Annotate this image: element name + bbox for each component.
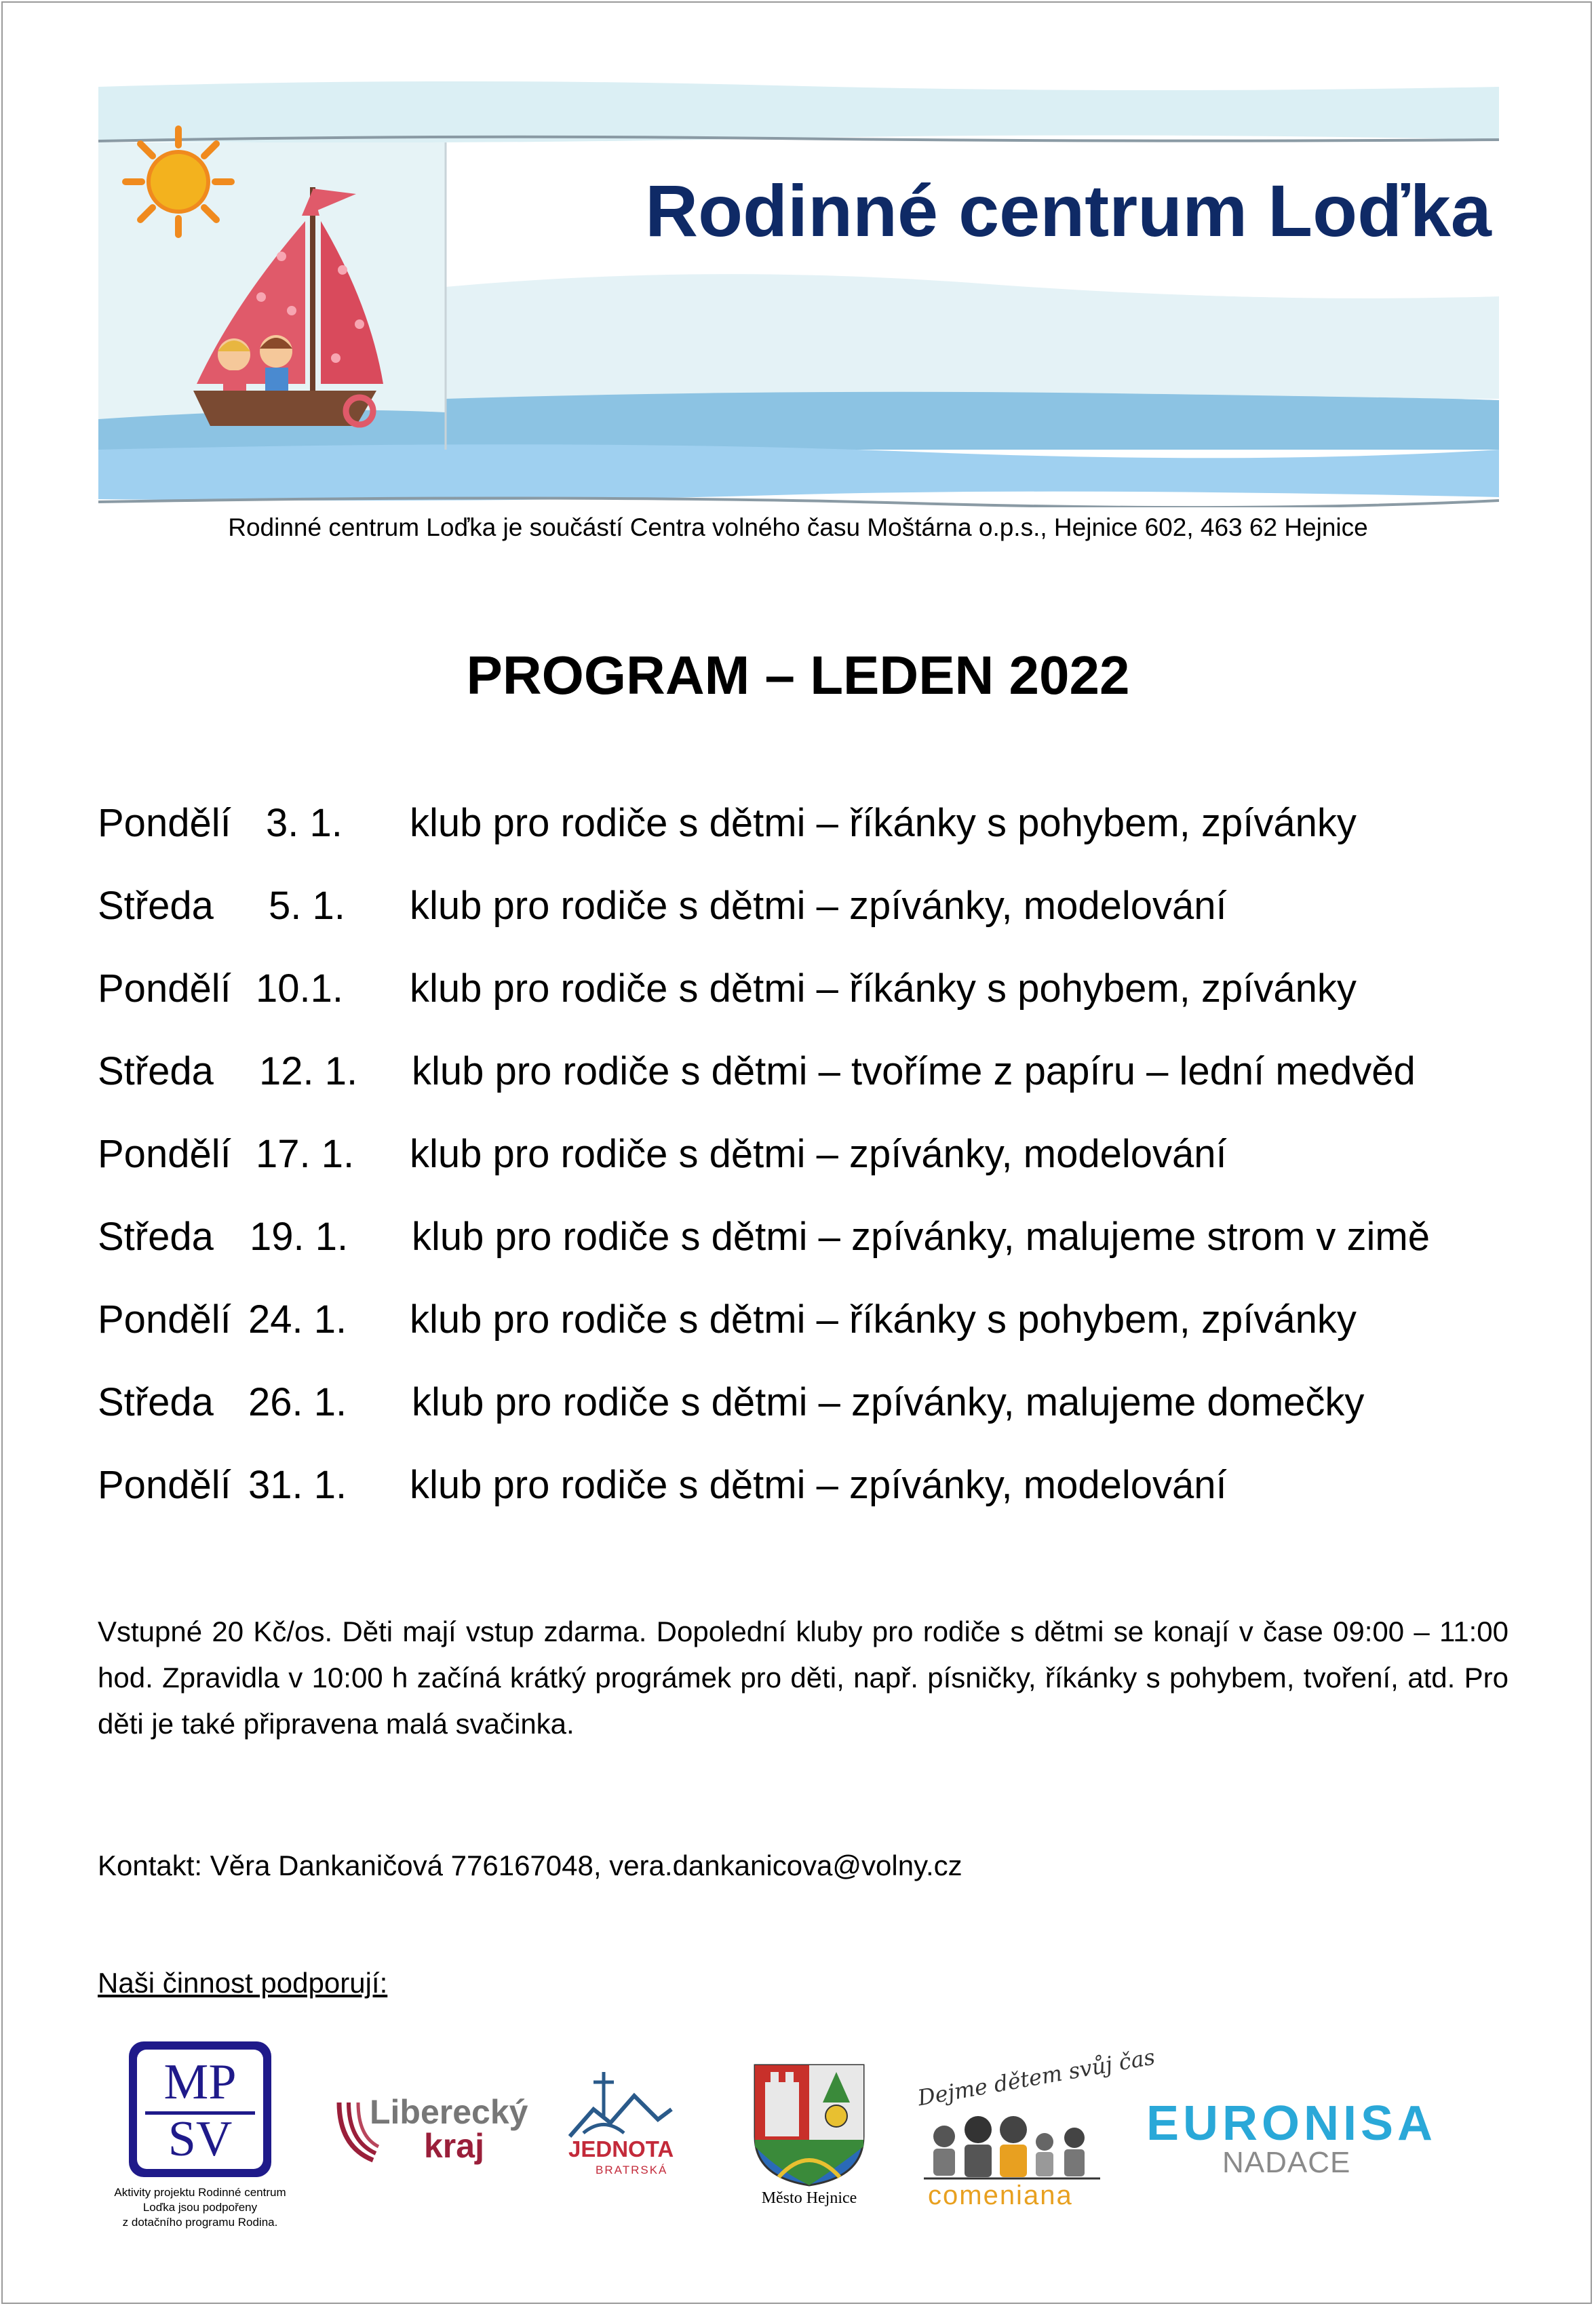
schedule-description: klub pro rodiče s dětmi – tvoříme z papíru – lední medvěd (412, 1049, 1416, 1093)
schedule-row (98, 883, 1549, 966)
mpsv-caption (88, 2185, 312, 2230)
schedule-description: klub pro rodiče s dětmi – zpívánky, malujeme domečky (412, 1380, 1365, 1424)
schedule-row (98, 966, 1549, 1049)
jednota-logo-text: JEDNOTA (568, 2136, 674, 2162)
mpsv-logo (129, 2041, 271, 2184)
comeniana-slogan: Dejme dětem svůj čas (916, 2043, 1157, 2111)
schedule-row (98, 1380, 1549, 1462)
schedule-row (98, 800, 1549, 883)
mpsv-caption-line: z dotačního programu Rodina. (122, 2216, 278, 2229)
schedule-row (98, 1131, 1549, 1214)
schedule-description: klub pro rodiče s dětmi – zpívánky, malujeme strom v zimě (412, 1215, 1430, 1259)
schedule-date: 26. 1. (248, 1380, 347, 1424)
mpsv-caption-line: Aktivity projektu Rodinné centrum (114, 2186, 286, 2199)
euronisa-logo (1146, 2096, 1437, 2184)
schedule-day: Pondělí (98, 1463, 231, 1507)
comeniana-logo-text: comeniana (928, 2180, 1073, 2210)
supporters-heading: Naši činnost podporují: (98, 1967, 388, 1999)
banner-artwork (98, 80, 1499, 507)
schedule-row (98, 1297, 1549, 1380)
hejnice-caption: Město Hejnice (761, 2189, 857, 2207)
schedule-date: 5. 1. (269, 884, 345, 928)
schedule-description: klub pro rodiče s dětmi – říkánky s pohybem, zpívánky (410, 966, 1357, 1011)
schedule-day: Středa (98, 884, 214, 928)
program-title: PROGRAM – LEDEN 2022 (466, 645, 1130, 705)
comeniana-logo (909, 2043, 1157, 2214)
mpsv-logo-top: MP (163, 2054, 237, 2110)
hejnice-coat-of-arms-icon (752, 2062, 867, 2187)
info-paragraph: Vstupné 20 Kč/os. Děti mají vstup zdarma. Dopolední kluby pro rodiče s dětmi se konají v čase 09:00 – 11:00 hod. Zpravidla v 10:00 h začíná krátký prográmek pro děti, např. písničky, říkánky s pohybem, tvoření, atd. Pro děti je také připravena malá svačinka. (98, 1616, 1509, 1740)
liberec-logo-text: Liberecký (370, 2093, 528, 2131)
jednota-logo-subtext: BRATRSKÁ (596, 2164, 668, 2176)
liberecky-kraj-logo (332, 2092, 528, 2167)
schedule-list (98, 800, 1549, 1545)
schedule-row (98, 1462, 1549, 1545)
euronisa-logo-subtext: NADACE (1222, 2146, 1351, 2179)
schedule-day: Pondělí (98, 1297, 231, 1342)
schedule-day: Středa (98, 1049, 214, 1093)
family-figures-icon (924, 2116, 1100, 2184)
schedule-description: klub pro rodiče s dětmi – zpívánky, modelování (410, 1132, 1227, 1176)
contact-line: Kontakt: Věra Dankaničová 776167048, vera.dankanicova@volny.cz (98, 1850, 962, 1881)
schedule-day: Středa (98, 1380, 214, 1424)
schedule-date: 17. 1. (256, 1132, 355, 1176)
schedule-row (98, 1214, 1549, 1297)
schedule-description: klub pro rodiče s dětmi – říkánky s pohybem, zpívánky (410, 801, 1357, 845)
header-banner (98, 80, 1499, 507)
schedule-day: Pondělí (98, 966, 231, 1011)
schedule-description: klub pro rodiče s dětmi – zpívánky, modelování (410, 1463, 1227, 1507)
schedule-day: Pondělí (98, 801, 231, 845)
schedule-date: 19. 1. (250, 1215, 349, 1259)
liberec-logo-subtext: kraj (424, 2127, 484, 2165)
mpsv-logo-bottom: SV (168, 2111, 233, 2167)
schedule-date: 12. 1. (259, 1049, 358, 1093)
schedule-description: klub pro rodiče s dětmi – říkánky s pohybem, zpívánky (410, 1297, 1357, 1342)
mesto-hejnice-logo (752, 2062, 867, 2218)
euronisa-logo-text: EURONISA (1146, 2096, 1437, 2151)
sun-icon (125, 129, 231, 235)
jednota-emblem-icon (556, 2069, 685, 2143)
schedule-date: 10.1. (256, 966, 343, 1011)
mpsv-caption-line: Loďka jsou podpořeny (142, 2201, 258, 2214)
schedule-description: klub pro rodiče s dětmi – zpívánky, modelování (410, 884, 1227, 928)
header-title: Rodinné centrum Loďka (645, 170, 1492, 252)
schedule-date: 31. 1. (248, 1463, 347, 1507)
schedule-day: Pondělí (98, 1132, 231, 1176)
schedule-date: 24. 1. (248, 1297, 347, 1342)
schedule-day: Středa (98, 1215, 214, 1259)
schedule-row (98, 1049, 1549, 1131)
jednota-bratrska-logo (556, 2069, 685, 2184)
organization-subline: Rodinné centrum Loďka je součástí Centra volného času Moštárna o.p.s., Hejnice 602, 463 62 Hejnice (228, 513, 1368, 541)
schedule-date: 3. 1. (266, 801, 343, 845)
